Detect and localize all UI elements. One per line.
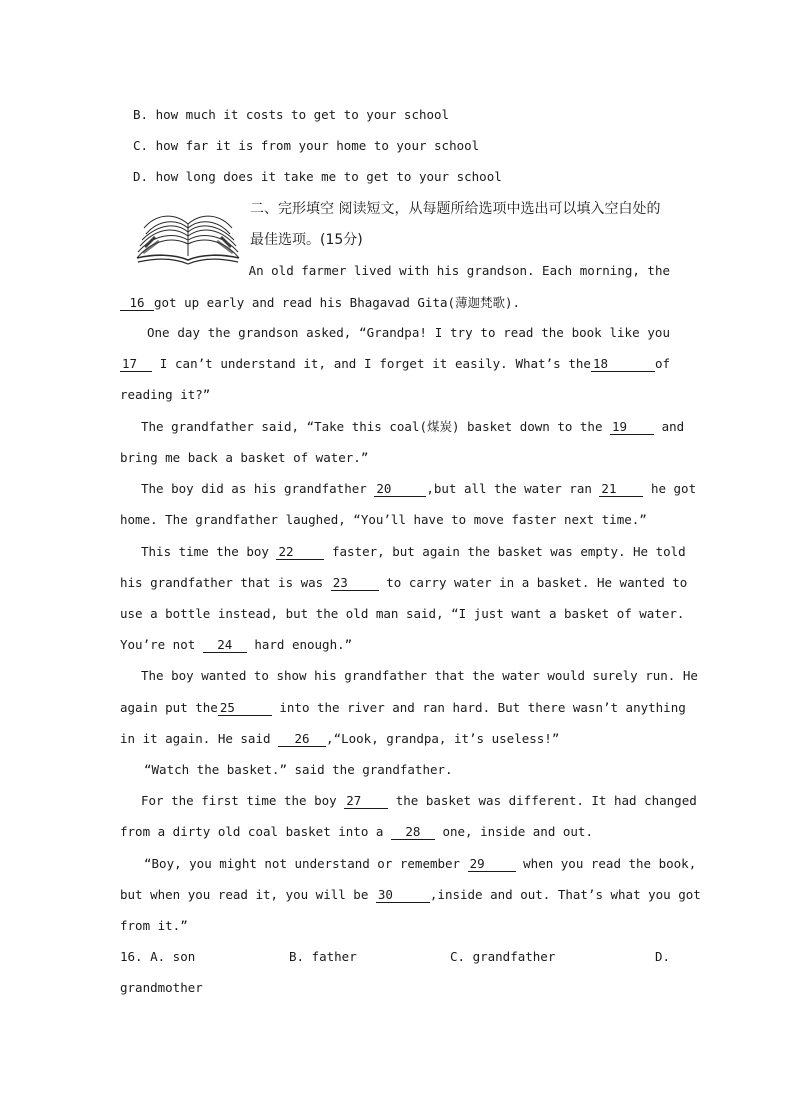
- passage-text: ,but all the water ran: [426, 481, 592, 496]
- passage-text: the basket was different. It had changed: [395, 793, 697, 808]
- passage-line: [141, 544, 686, 560]
- passage-text: The boy did as his grandfather: [141, 481, 367, 496]
- passage-text: from a dirty old coal basket into a: [120, 824, 384, 839]
- blank-21: 21: [599, 482, 643, 497]
- passage-line: [120, 731, 559, 747]
- passage-line: The boy wanted to show his grandfather that the water would surely run. He: [141, 668, 698, 683]
- passage-line: bring me back a basket of water.”: [120, 450, 369, 465]
- option-c: C. how far it is from your home to your school: [133, 138, 480, 153]
- blank-30: 30: [376, 888, 430, 903]
- option-b: B. father: [289, 949, 357, 964]
- passage-text: in it again. He said: [120, 731, 271, 746]
- blank-26: 26: [278, 732, 326, 747]
- blank-23: 23: [331, 576, 379, 591]
- passage-text: of: [654, 356, 670, 371]
- passage-text: but when you read it, you will be: [120, 887, 369, 902]
- passage-text: The grandfather said, “Take this coal(煤炭) basket down to the: [141, 419, 603, 434]
- passage-line: [141, 793, 697, 809]
- blank-24: 24: [203, 638, 247, 653]
- passage-text: his grandfather that is was: [120, 575, 324, 590]
- blank-27: 27: [344, 794, 388, 809]
- question-16-number-and-a: [120, 949, 195, 964]
- question-number: 16.: [120, 949, 143, 964]
- passage-text: when you read the book,: [523, 856, 697, 871]
- passage-text: and: [661, 419, 685, 434]
- passage-line: [141, 481, 697, 497]
- passage-line: [120, 637, 352, 653]
- passage-line: [120, 824, 593, 840]
- blank-28: 28: [391, 825, 435, 840]
- passage-text: “Boy, you might not understand or remember: [144, 856, 461, 871]
- passage-line: [144, 856, 697, 872]
- option-d: D.: [655, 949, 671, 964]
- blank-25: 25: [218, 701, 272, 716]
- section-title: 二、完形填空 阅读短文，从每题所给选项中选出可以填入空白处的: [250, 201, 661, 217]
- blank-18: 18: [591, 357, 655, 372]
- passage-text: got up early and read his Bhagavad Gita(薄迦梵歌).: [154, 295, 521, 310]
- option-d-text: grandmother: [120, 980, 203, 995]
- blank-16: 16: [120, 296, 154, 311]
- passage-line: [120, 700, 686, 716]
- passage-line: [141, 417, 685, 435]
- passage-line: [120, 356, 670, 372]
- passage-line: [120, 575, 688, 591]
- passage-text: he got: [650, 481, 697, 496]
- passage-text: again put the: [120, 700, 218, 715]
- passage-line: reading it?”: [120, 387, 211, 402]
- passage-text: hard enough.”: [254, 637, 353, 652]
- passage-text: This time the boy: [141, 544, 269, 559]
- option-a: A. son: [150, 949, 196, 964]
- passage-line: “Watch the basket.” said the grandfather.: [144, 762, 453, 777]
- blank-29: 29: [468, 857, 516, 872]
- passage-text: to carry water in a basket. He wanted to: [386, 575, 688, 590]
- option-b: B. how much it costs to get to your school: [133, 107, 450, 122]
- passage-line: use a bottle instead, but the old man said, “I just want a basket of water.: [120, 606, 685, 621]
- section-subtitle: 最佳选项。(15分): [250, 232, 363, 248]
- option-d: D. how long does it take me to get to your school: [133, 169, 502, 184]
- passage-line: [120, 887, 701, 903]
- passage-text: faster, but again the basket was empty. He told: [332, 544, 686, 559]
- passage-line: home. The grandfather laughed, “You’ll have to move faster next time.”: [120, 512, 647, 527]
- open-book-icon: [134, 206, 242, 266]
- passage-text: For the first time the boy: [141, 793, 337, 808]
- passage-line: An old farmer lived with his grandson. Each morning, the: [248, 263, 670, 278]
- passage-text: ,“Look, grandpa, it’s useless!”: [326, 731, 560, 746]
- option-c: C. grandfather: [450, 949, 556, 964]
- passage-line: One day the grandson asked, “Grandpa! I try to read the book like you: [147, 325, 670, 340]
- passage-text: one, inside and out.: [442, 824, 593, 839]
- passage-text: into the river and ran hard. But there wasn’t anything: [279, 700, 686, 715]
- passage-text: You’re not: [120, 637, 196, 652]
- passage-text: I can’t understand it, and I forget it easily. What’s the: [159, 356, 591, 371]
- passage-line: [120, 293, 520, 311]
- blank-19: 19: [610, 420, 654, 435]
- blank-17: 17: [120, 357, 152, 372]
- blank-20: 20: [374, 482, 426, 497]
- passage-text: ,inside and out. That’s what you got: [429, 887, 701, 902]
- blank-22: 22: [276, 545, 324, 560]
- passage-line: from it.”: [120, 918, 188, 933]
